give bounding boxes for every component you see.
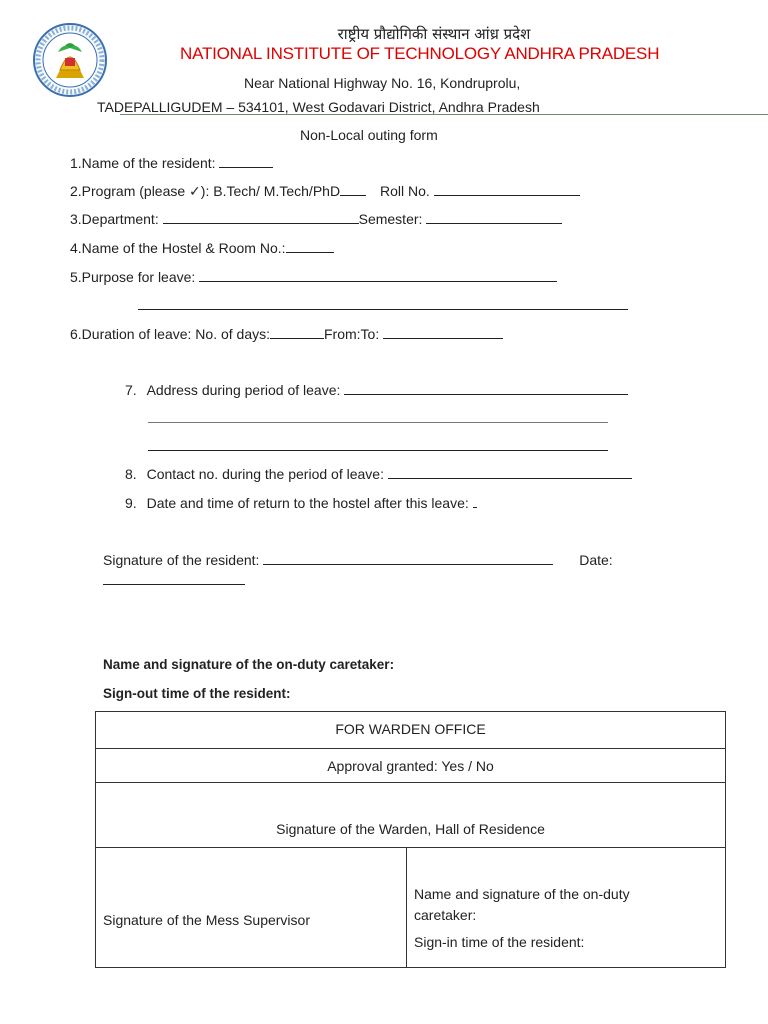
table-column-divider xyxy=(406,848,407,968)
caretaker-signout-label: Name and signature of the on-duty caretaker: xyxy=(103,657,395,672)
warden-office-table xyxy=(95,711,726,968)
field-rollno-label: Roll No. xyxy=(379,183,430,199)
field-address-row xyxy=(125,382,628,398)
signin-time-label: Sign-in time of the resident: xyxy=(414,934,585,950)
signout-time-label: Sign-out time of the resident: xyxy=(103,686,291,701)
field-program-row xyxy=(70,183,580,200)
field-return-blank[interactable] xyxy=(473,495,477,508)
mess-supervisor-signature-label: Signature of the Mess Supervisor xyxy=(103,912,310,928)
warden-table-heading-row xyxy=(96,712,725,749)
header-divider xyxy=(120,114,768,115)
date-blank[interactable] xyxy=(103,584,245,585)
field-name-row xyxy=(70,155,273,171)
field-from-to-blank[interactable] xyxy=(383,326,503,339)
field-department-blank[interactable] xyxy=(163,211,359,224)
field-return-label: Date and time of return to the hostel after this leave: xyxy=(146,495,469,511)
field-address-blank-3[interactable] xyxy=(148,450,608,451)
field-semester-blank[interactable] xyxy=(426,211,562,224)
field-duration-label: 6.Duration of leave: No. of days: xyxy=(70,326,270,342)
institute-hindi-name: राष्ट्रीय प्रौद्योगिकी संस्थान आंध्र प्रदेश xyxy=(337,25,531,43)
field-return-row xyxy=(125,495,477,511)
institute-name: NATIONAL INSTITUTE OF TECHNOLOGY ANDHRA PRADESH xyxy=(180,44,660,63)
field-purpose-blank[interactable] xyxy=(199,269,557,282)
field-address-blank[interactable] xyxy=(344,382,628,395)
field-name-label: 1.Name of the resident: xyxy=(70,155,216,171)
field-purpose-row xyxy=(70,269,557,285)
field-hostel-label: 4.Name of the Hostel & Room No.: xyxy=(70,240,286,256)
approval-row xyxy=(96,749,725,783)
resident-signature-label: Signature of the resident: xyxy=(103,552,260,568)
field-address-label: Address during period of leave: xyxy=(146,382,341,398)
field-contact-label: Contact no. during the period of leave: xyxy=(146,466,384,482)
resident-signature-row xyxy=(103,552,613,568)
field-address-number: 7. xyxy=(125,382,137,398)
field-department-label: 3.Department: xyxy=(70,211,159,227)
warden-table-heading: FOR WARDEN OFFICE xyxy=(335,721,486,737)
field-duration-row xyxy=(70,326,503,342)
caretaker-signin-label-2: caretaker: xyxy=(414,907,477,923)
warden-signature-row[interactable] xyxy=(96,783,725,848)
date-label: Date: xyxy=(579,552,613,568)
field-hostel-blank[interactable] xyxy=(286,240,334,253)
field-days-blank[interactable] xyxy=(270,326,324,339)
field-address-blank-2[interactable] xyxy=(148,422,608,423)
field-rollno-blank[interactable] xyxy=(434,183,580,196)
field-semester-label: Semester: xyxy=(358,211,423,227)
field-from-to-label: From:To: xyxy=(324,326,380,342)
address-line-1: Near National Highway No. 16, Kondruprolu, xyxy=(244,75,521,91)
address-line-2: TADEPALLIGUDEM – 534101, West Godavari District, Andhra Pradesh xyxy=(97,99,540,115)
field-contact-blank[interactable] xyxy=(388,466,632,479)
field-program-label: 2.Program (please ✓): B.Tech/ M.Tech/PhD xyxy=(70,183,341,199)
field-contact-row xyxy=(125,466,632,482)
field-return-number: 9. xyxy=(125,495,137,511)
field-department-row xyxy=(70,211,562,227)
resident-signature-blank[interactable] xyxy=(263,552,553,565)
field-purpose-blank-2[interactable] xyxy=(138,309,628,310)
field-program-blank[interactable] xyxy=(340,183,366,196)
field-name-blank[interactable] xyxy=(219,155,273,168)
field-contact-number: 8. xyxy=(125,466,137,482)
warden-signature-label: Signature of the Warden, Hall of Residence xyxy=(276,821,545,837)
caretaker-signin-label-1: Name and signature of the on-duty xyxy=(414,886,630,902)
field-hostel-row xyxy=(70,240,334,256)
form-title: Non-Local outing form xyxy=(300,127,438,143)
approval-label: Approval granted: Yes / No xyxy=(327,758,494,774)
field-purpose-label: 5.Purpose for leave: xyxy=(70,269,196,285)
